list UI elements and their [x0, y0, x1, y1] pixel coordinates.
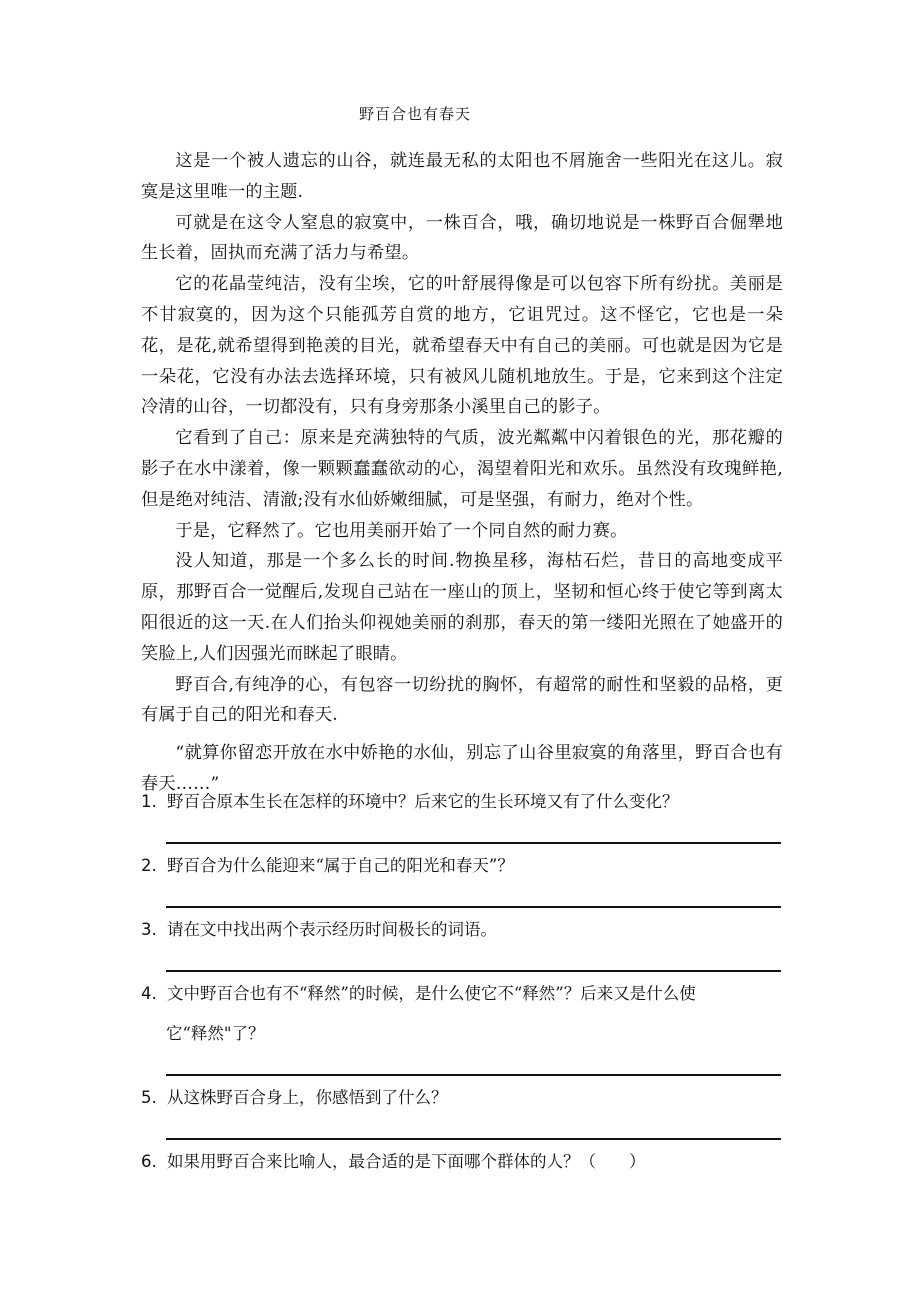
- paragraph: 野百合,有纯净的心，有包容一切纷扰的胸怀，有超常的耐性和坚毅的品格，更有属于自己的阳光和春天.: [141, 674, 783, 726]
- paragraph: 它看到了自己：原来是充满独特的气质，波光粼粼中闪着银色的光，那花瓣的影子在水中漾着，像一颗颗蠢蠢欲动的心，渴望着阳光和欢乐。虽然没有玫瑰鲜艳,但是绝对纯洁、清澈;没有水仙娇嫩细腻，可是坚强，有耐力，绝对个性。: [141, 428, 783, 510]
- paragraph: 这是一个被人遗忘的山谷，就连最无私的太阳也不屑施舍一些阳光在这儿。寂寞是这里唯一的主题.: [141, 151, 783, 202]
- closing-quote-paragraph: “就算你留恋开放在水中娇艳的水仙，别忘了山谷里寂寞的角落里，野百合也有春天……”: [141, 743, 783, 794]
- question-1: [141, 790, 781, 814]
- question-text: 野百合为什么能迎来“属于自己的阳光和春天”？: [167, 856, 514, 875]
- question-2: [141, 854, 781, 878]
- question-text: 野百合原本生长在怎样的环境中？后来它的生长环境又有了什么变化？: [167, 792, 679, 811]
- question-number: 3.: [141, 920, 157, 939]
- question-number: 4.: [141, 984, 157, 1003]
- paragraph: 它的花晶莹纯洁，没有尘埃，它的叶舒展得像是可以包容下所有纷扰。美丽是不甘寂寞的，因为这个只能孤芳自赏的地方，它诅咒过。这不怪它，它也是一朵花，是花,就希望得到艳羡的目光，就希望春天中有自己的美丽。可也就是因为它是一朵花，它没有办法去选择环境，只有被风儿随机地放生。于是，它来到这个注定冷清的山谷，一切都没有，只有身旁那条小溪里自己的影子。: [141, 274, 783, 418]
- question-4: [141, 982, 781, 1006]
- question-6: [141, 1150, 781, 1174]
- question-number: 1.: [141, 792, 157, 811]
- question-text: 请在文中找出两个表示经历时间极长的词语。: [167, 920, 497, 939]
- question-text: 文中野百合也有不“释然”的时候，是什么使它不“释然”？后来又是什么使: [167, 984, 696, 1003]
- question-text: 如果用野百合来比喻人，最合适的是下面哪个群体的人？（ ）: [167, 1152, 646, 1171]
- paragraph: 没人知道，那是一个多么长的时间.物换星移，海枯石烂，昔日的高地变成平原，那野百合一觉醒后,发现自己站在一座山的顶上，坚韧和恒心终于使它等到离太阳很近的这一天.在人们抬头仰视她美丽的刹那，春天的第一缕阳光照在了她盛开的笑脸上,人们因强光而眯起了眼睛。: [141, 551, 783, 664]
- question-text: 从这株野百合身上，你感悟到了什么？: [167, 1088, 448, 1107]
- question-3: [141, 918, 781, 942]
- question-number: 6.: [141, 1152, 157, 1171]
- answer-line-5[interactable]: [166, 1110, 781, 1140]
- answer-line-1[interactable]: [166, 814, 781, 844]
- question-number: 5.: [141, 1088, 157, 1107]
- article-body: [141, 146, 783, 800]
- answer-line-3[interactable]: [166, 942, 781, 972]
- question-text-continued: 它“释然"了？: [166, 1024, 265, 1043]
- answer-line-4[interactable]: [166, 1046, 781, 1076]
- paragraph: 可就是在这令人窒息的寂寞中，一株百合，哦，确切地说是一株野百合倔犟地生长着，固执而充满了活力与希望。: [141, 212, 783, 264]
- question-5: [141, 1086, 781, 1110]
- answer-line-2[interactable]: [166, 878, 781, 908]
- document-title: 野百合也有春天: [358, 105, 471, 123]
- question-list: [141, 790, 781, 1174]
- paragraph: 于是，它释然了。它也用美丽开始了一个同自然的耐力赛。: [175, 520, 628, 541]
- question-number: 2.: [141, 856, 157, 875]
